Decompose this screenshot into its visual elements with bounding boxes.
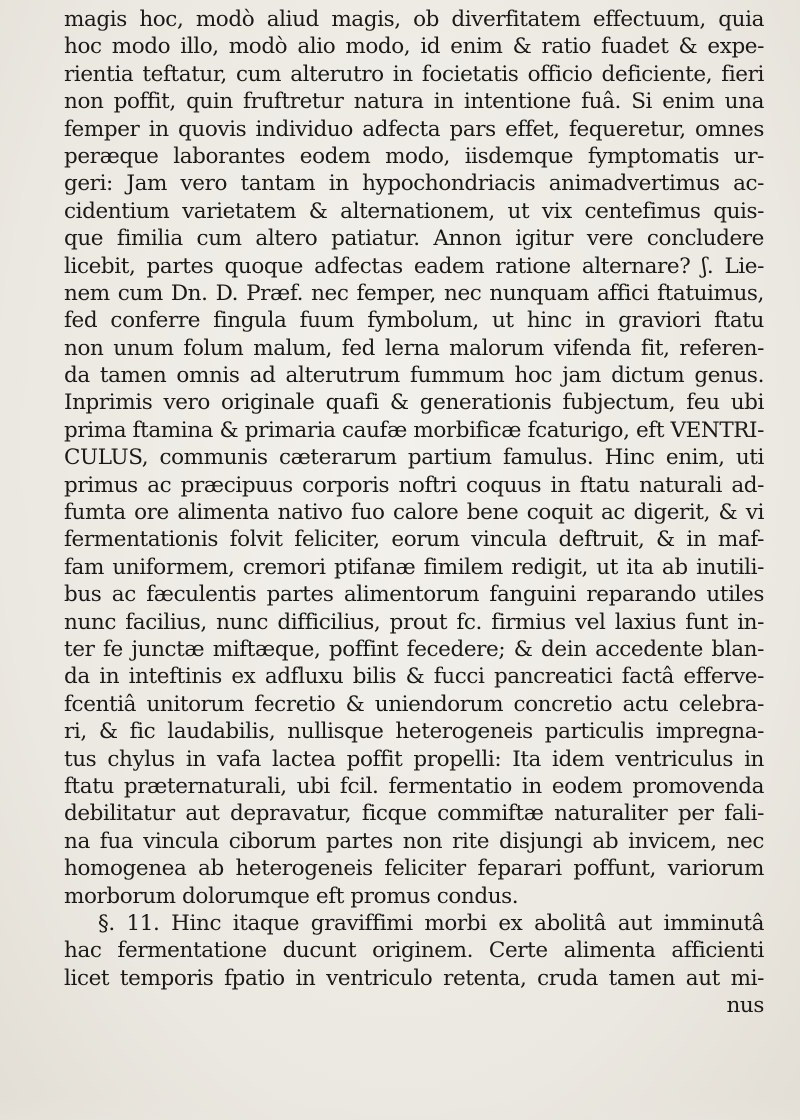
text-line: fermentationis folvit feliciter, eorum vincula deftruit, & in maf-: [64, 527, 764, 553]
text-line: bus ac fæculentis partes alimentorum fanguini reparando utiles: [64, 582, 764, 608]
text-line: fcentiâ unitorum fecretio & uniendorum concretio actu celebra-: [64, 691, 764, 717]
text-line: fumta ore alimenta nativo fuo calore bene coquit ac digerit, & vi: [64, 500, 764, 526]
text-line: fam uniformem, cremori ptifanæ fimilem redigit, ut ita ab inutili-: [64, 554, 764, 580]
text-line: cidentium varietatem & alternationem, ut vix centefimus quis-: [64, 198, 764, 224]
text-line: Inprimis vero originale quafi & generationis fubjectum, feu ubi: [64, 390, 764, 416]
text-line: ter fe junctæ miftæque, poffint fecedere; & dein accedente blan-: [64, 636, 764, 662]
text-line: prima ftamina & primaria caufæ morbificæ fcaturigo, eft VENTRI-: [64, 417, 764, 443]
text-line: morborum dolorumque eft promus condus.: [64, 883, 519, 909]
text-line: nem cum Dn. D. Præf. nec femper, nec nunquam affici ftatuimus,: [64, 280, 764, 306]
body-text: [64, 6, 764, 1019]
text-line: da in inteftinis ex adfluxu bilis & fucci pancreatici factâ efferve-: [64, 664, 764, 690]
text-line: femper in quovis individuo adfecta pars effet, fequeretur, omnes: [64, 116, 764, 142]
text-line: non unum folum malum, fed lerna malorum vifenda fit, referen-: [64, 335, 764, 361]
text-line: rientia teftatur, cum alterutro in focietatis officio deficiente, fieri: [64, 61, 764, 87]
text-line: ri, & fic laudabilis, nullisque heterogeneis particulis impregna-: [64, 719, 764, 745]
text-line: magis hoc, modò aliud magis, ob diverfitatem effectuum, quia: [64, 7, 764, 32]
text-line: non poffit, quin fruftretur natura in intentione fuâ. Si enim una: [64, 89, 764, 115]
text-line: fed conferre fingula fuum fymbolum, ut hinc in graviori ftatu: [64, 308, 764, 334]
text-line: da tamen omnis ad alterutrum fummum hoc jam dictum genus.: [64, 363, 764, 389]
text-line: nunc facilius, nunc difficilius, prout fc. firmius vel laxius funt in-: [64, 609, 764, 635]
text-line: licet temporis fpatio in ventriculo retenta, cruda tamen aut mi-: [64, 965, 764, 991]
text-line: tus chylus in vafa lactea poffit propelli: Ita idem ventriculus in: [64, 746, 764, 772]
text-line: hac fermentatione ducunt originem. Certe alimenta afficienti: [64, 938, 764, 964]
text-line: que fimilia cum altero patiatur. Annon igitur vere concludere: [64, 226, 764, 252]
text-line: primus ac præcipuus corporis noftri coquus in ftatu naturali ad-: [64, 472, 764, 498]
text-line: hoc modo illo, modò alio modo, id enim & ratio fuadet & expe-: [64, 34, 764, 60]
page-edge-shadow: [0, 1096, 800, 1120]
section-line: §. 11. Hinc itaque graviffimi morbi ex abolitâ aut imminutâ: [98, 910, 764, 936]
text-line: geri: Jam vero tantam in hypochondriacis animadvertimus ac-: [64, 171, 764, 197]
text-line: peræque laborantes eodem modo, iisdemque fymptomatis ur-: [64, 143, 764, 169]
text-line: na fua vincula ciborum partes non rite disjungi ab invicem, nec: [64, 828, 764, 854]
text-line: homogenea ab heterogeneis feliciter feparari poffunt, variorum: [64, 856, 764, 882]
text-line: debilitatur aut depravatur, ficque commiftæ naturaliter per fali-: [64, 801, 764, 827]
text-line: ftatu præternaturali, ubi fcil. fermentatio in eodem promovenda: [64, 773, 764, 799]
text-line: licebit, partes quoque adfectas eadem ratione alternare? ʃ. Lie-: [64, 253, 764, 279]
text-line: CULUS, communis cæterarum partium famulus. Hinc enim, uti: [64, 445, 764, 471]
catchword: nus: [726, 993, 764, 1019]
